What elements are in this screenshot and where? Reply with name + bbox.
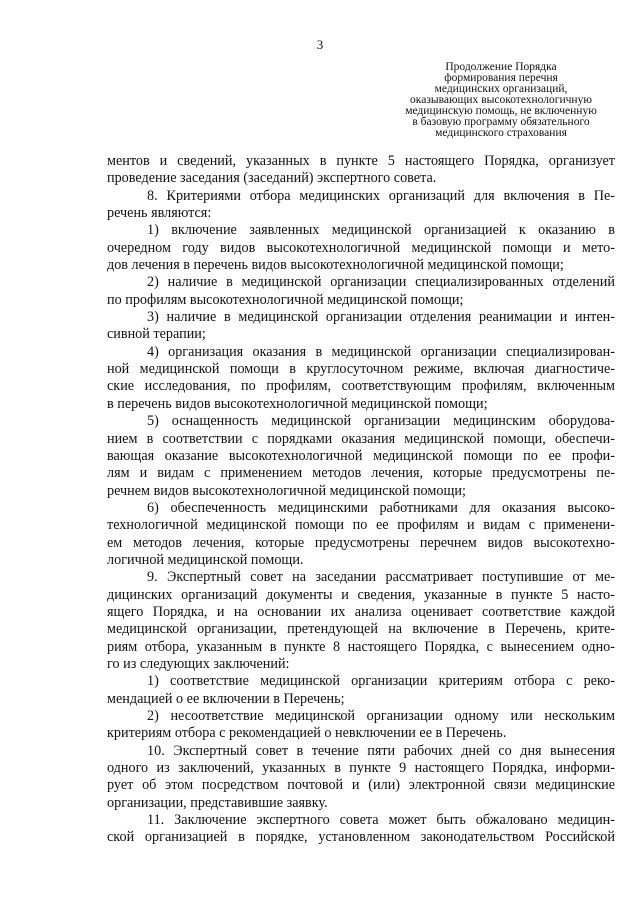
text-line: проведение заседания (заседаний) экспертного совета. bbox=[107, 170, 437, 187]
text-line: ментов и сведений, указанных в пункте 5 настоящего Порядка, организует bbox=[107, 153, 615, 169]
header-line: формирования перечня bbox=[444, 72, 558, 84]
text-line: 11. Заключение экспертного совета может быть обжаловано медицин- bbox=[147, 812, 615, 829]
text-line: нием в соответствии с порядками оказания медицинской помощи, обеспечи- bbox=[107, 430, 615, 447]
header-line: медицинского страхования bbox=[435, 127, 567, 139]
text-line: одного из заключений, указанных в пункте 9 настоящего Порядка, информи- bbox=[107, 760, 615, 777]
text-line: ской организацией в порядке, установленном законодательством Российской bbox=[107, 829, 615, 846]
text-line: 10. Экспертный совет в течение пяти рабочих дней со дня вынесения bbox=[147, 742, 615, 759]
text-line: ские исследования, по профилям, соответствующим профилям, включенным bbox=[107, 378, 615, 395]
text-line: го из следующих заключений: bbox=[107, 655, 290, 672]
text-line: лям и видам с применением методов лечения, которые предусмотрены пе- bbox=[107, 465, 615, 482]
text-line: 2) несоответствие медицинской организации одному или нескольким bbox=[147, 708, 615, 724]
text-line: ем методов лечения, которые предусмотрены перечнем видов высокотехно- bbox=[107, 534, 615, 551]
text-line: 5) оснащенность медицинской организации медицинским оборудова- bbox=[147, 413, 615, 430]
text-line: ной медицинской помощи в круглосуточном режиме, включая диагностиче- bbox=[107, 361, 615, 378]
header-line: оказывающих высокотехнологичную bbox=[410, 94, 592, 106]
header-line: медицинских организаций, bbox=[434, 83, 568, 95]
text-line: 9. Экспертный совет на заседании рассматривает поступившие от ме- bbox=[147, 569, 615, 586]
page-number: 3 bbox=[316, 37, 324, 52]
text-line: организации, представившие заявку. bbox=[107, 794, 328, 811]
document-body bbox=[107, 153, 615, 847]
text-line: вающая оказание высокотехнологичной медицинской помощи по ее профи- bbox=[107, 447, 615, 464]
header-line: в базовую программу обязательного bbox=[412, 116, 590, 128]
text-line: дов лечения в перечень видов высокотехнологичной медицинской помощи; bbox=[107, 257, 564, 274]
text-line: очередном году видов высокотехнологичной медицинской помощи и мето- bbox=[107, 239, 615, 256]
text-line: критериям отбора с рекомендацией о невключении ее в Перечень. bbox=[107, 725, 507, 742]
running-header bbox=[388, 62, 614, 139]
text-line: ящего Порядка, и на основании их анализа оценивает соответствие каждой bbox=[107, 603, 615, 620]
text-line: технологичной медицинской помощи по ее профилям и видам с применени- bbox=[107, 517, 615, 534]
text-line: дицинских организаций документы и сведения, указанные в пункте 5 насто- bbox=[107, 586, 615, 603]
text-line: мендацией о ее включении в Перечень; bbox=[107, 690, 345, 707]
text-line: логичной медицинской помощи. bbox=[107, 551, 304, 568]
text-line: речнем видов высокотехнологичной медицинской помощи; bbox=[107, 482, 466, 499]
header-line: медицинскую помощь, не включенную bbox=[405, 105, 597, 117]
text-line: 1) соответствие медицинской организации критериям отбора с реко- bbox=[147, 673, 615, 690]
text-line: 1) включение заявленных медицинской организацией к оказанию в bbox=[147, 222, 615, 239]
text-line: 4) организация оказания в медицинской организации специализирован- bbox=[147, 343, 615, 360]
text-line: риям отбора, указанным в пункте 8 настоящего Порядка, с вынесением одно- bbox=[107, 638, 615, 655]
text-line: 2) наличие в медицинской организации специализированных отделений bbox=[147, 274, 615, 291]
text-line: речень являются: bbox=[107, 205, 212, 222]
text-line: 3) наличие в медицинской организации отделения реанимации и интен- bbox=[147, 309, 615, 326]
text-line: медицинской организации, претендующей на включение в Перечень, крите- bbox=[107, 621, 615, 638]
text-line: сивной терапии; bbox=[107, 326, 206, 343]
text-line: 8. Критериями отбора медицинских организаций для включения в Пе- bbox=[147, 187, 615, 204]
text-line: 6) обеспеченность медицинскими работниками для оказания высоко- bbox=[147, 499, 615, 516]
header-line: Продолжение Порядка bbox=[445, 61, 557, 73]
text-line: по профилям высокотехнологичной медицинской помощи; bbox=[107, 291, 464, 308]
text-line: рует об этом посредством почтовой и (или) электронной связи медицинские bbox=[107, 777, 615, 794]
text-line: в перечень видов высокотехнологичной медицинской помощи; bbox=[107, 395, 488, 412]
